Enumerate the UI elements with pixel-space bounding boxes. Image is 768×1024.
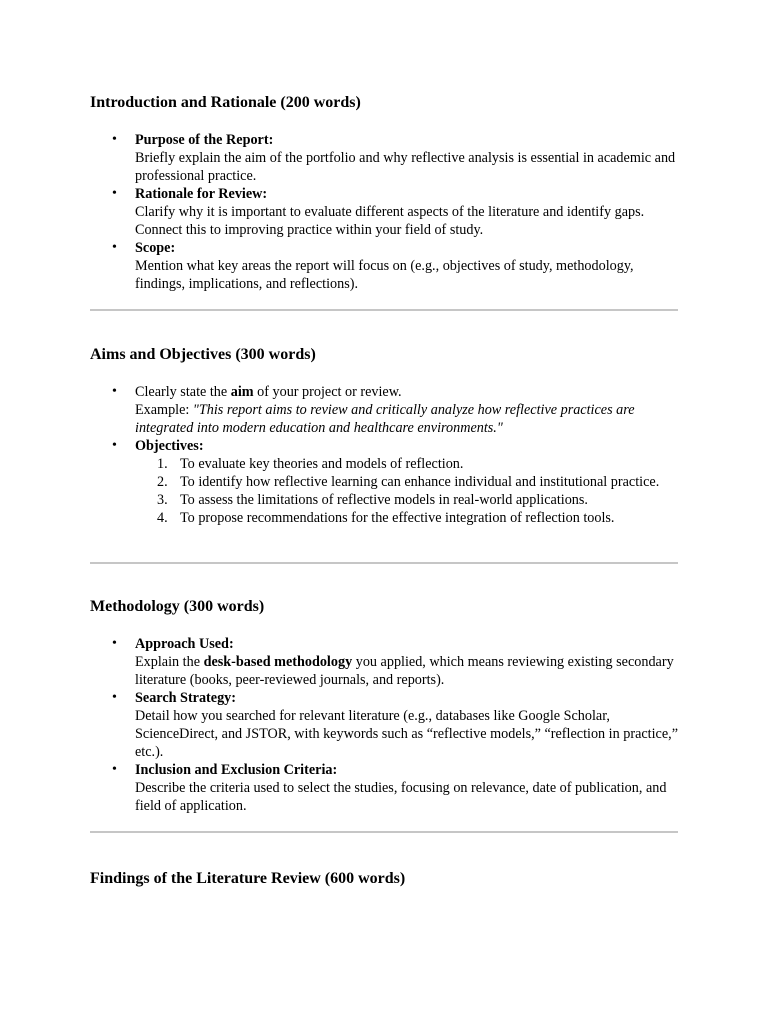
list-item [90, 383, 678, 437]
list-item [90, 635, 678, 689]
aim-statement: • Clearly state the aim of your project or review. [135, 384, 402, 400]
aim-example: Example: "This report aims to review and critically analyze how reflective practices are integrated into modern education and healthcare environments." [135, 402, 635, 436]
item-text: Clarify why it is important to evaluate different aspects of the literature and identify gaps. Connect this to improving practice within your field of study. [135, 204, 645, 238]
section-heading-methodology: Methodology (300 words) [90, 598, 265, 615]
item-label: • Search Strategy: [135, 690, 236, 706]
item-text: Explain the desk-based methodology you applied, which means reviewing existing secondary literature (books, peer-reviewed journals, and reports). [135, 654, 674, 688]
objectives-label: • Objectives: [135, 438, 204, 454]
list-item [90, 239, 678, 293]
item-text: Detail how you searched for relevant literature (e.g., databases like Google Scholar, ScienceDirect, and JSTOR, with keywords such as “reflective models,” “reflection in practice,” etc.). [135, 708, 678, 760]
item-label: • Inclusion and Exclusion Criteria: [135, 762, 338, 778]
introduction-list [90, 131, 678, 293]
item-text: Briefly explain the aim of the portfolio and why reflective analysis is essential in academic and professional practice. [135, 150, 676, 184]
list-item [90, 437, 678, 527]
item-text: Describe the criteria used to select the studies, focusing on relevance, date of publication, and field of application. [135, 780, 667, 814]
section-findings [90, 869, 678, 889]
methodology-list [90, 635, 678, 815]
list-item [90, 689, 678, 761]
section-heading-aims: Aims and Objectives (300 words) [90, 346, 316, 363]
aims-list [90, 383, 678, 527]
item-label: • Approach Used: [135, 636, 234, 652]
section-aims [90, 345, 678, 527]
section-divider [90, 831, 678, 833]
section-heading-introduction: Introduction and Rationale (200 words) [90, 94, 361, 111]
item-label: • Rationale for Review: [135, 186, 268, 202]
objective-item: 1. To evaluate key theories and models of reflection. [157, 456, 464, 472]
item-label: • Scope: [135, 240, 176, 256]
item-text: Mention what key areas the report will focus on (e.g., objectives of study, methodology, findings, implications, and reflections). [135, 258, 634, 292]
section-methodology [90, 597, 678, 815]
section-divider [90, 562, 678, 564]
objective-item: 3. To assess the limitations of reflective models in real-world applications. [157, 492, 588, 508]
section-introduction [90, 93, 678, 293]
objective-item: 2. To identify how reflective learning can enhance individual and institutional practice. [157, 474, 660, 490]
objectives-list [135, 455, 678, 527]
section-divider [90, 309, 678, 311]
objective-item: 4. To propose recommendations for the effective integration of reflection tools. [157, 510, 615, 526]
list-item [90, 131, 678, 185]
section-heading-findings: Findings of the Literature Review (600 words) [90, 870, 406, 887]
list-item [90, 761, 678, 815]
item-label: • Purpose of the Report: [135, 132, 274, 148]
list-item [90, 185, 678, 239]
